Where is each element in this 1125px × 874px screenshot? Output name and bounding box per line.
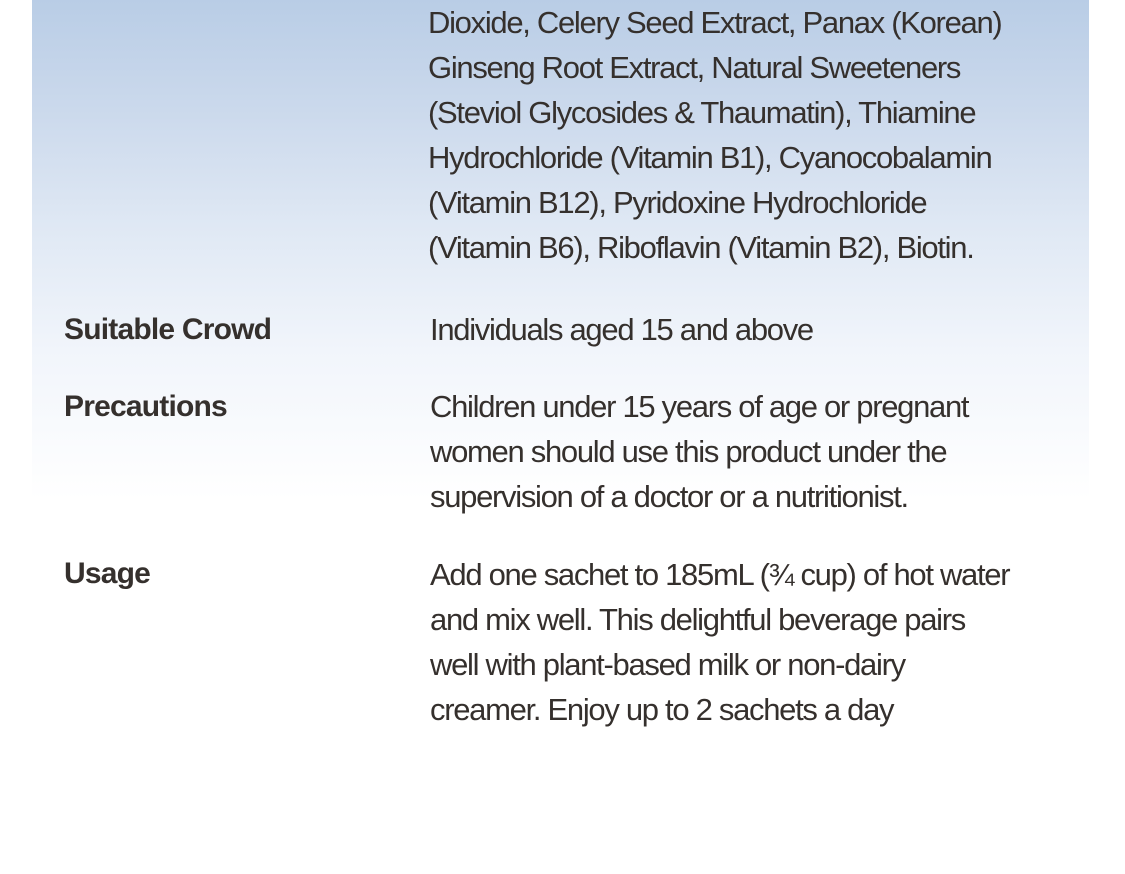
ingredients-text: Dioxide, Celery Seed Extract, Panax (Korean) Ginseng Root Extract, Natural Sweeteners (Steviol Glycosides & Thaumatin), Thiamine Hydrochloride (Vitamin B1), Cyanocobalamin (Vitamin B12), Pyridoxine Hydrochloride (Vitamin B6), Riboflavin (Vitamin B2), Biotin. [428, 5, 1002, 265]
precautions-label: Precautions [64, 390, 227, 423]
usage-value: Add one sachet to 185mL (¾ cup) of hot water and mix well. This delightful beverage pairs well with plant-based milk or non-dairy creamer. Enjoy up to 2 sachets a day [430, 557, 1010, 727]
precautions-value: Children under 15 years of age or pregnant women should use this product under the supervision of a doctor or a nutritionist. [430, 389, 969, 514]
usage-label: Usage [64, 557, 151, 590]
suitable-crowd-value: Individuals aged 15 and above [430, 312, 813, 347]
suitable-crowd-label: Suitable Crowd [64, 313, 272, 346]
